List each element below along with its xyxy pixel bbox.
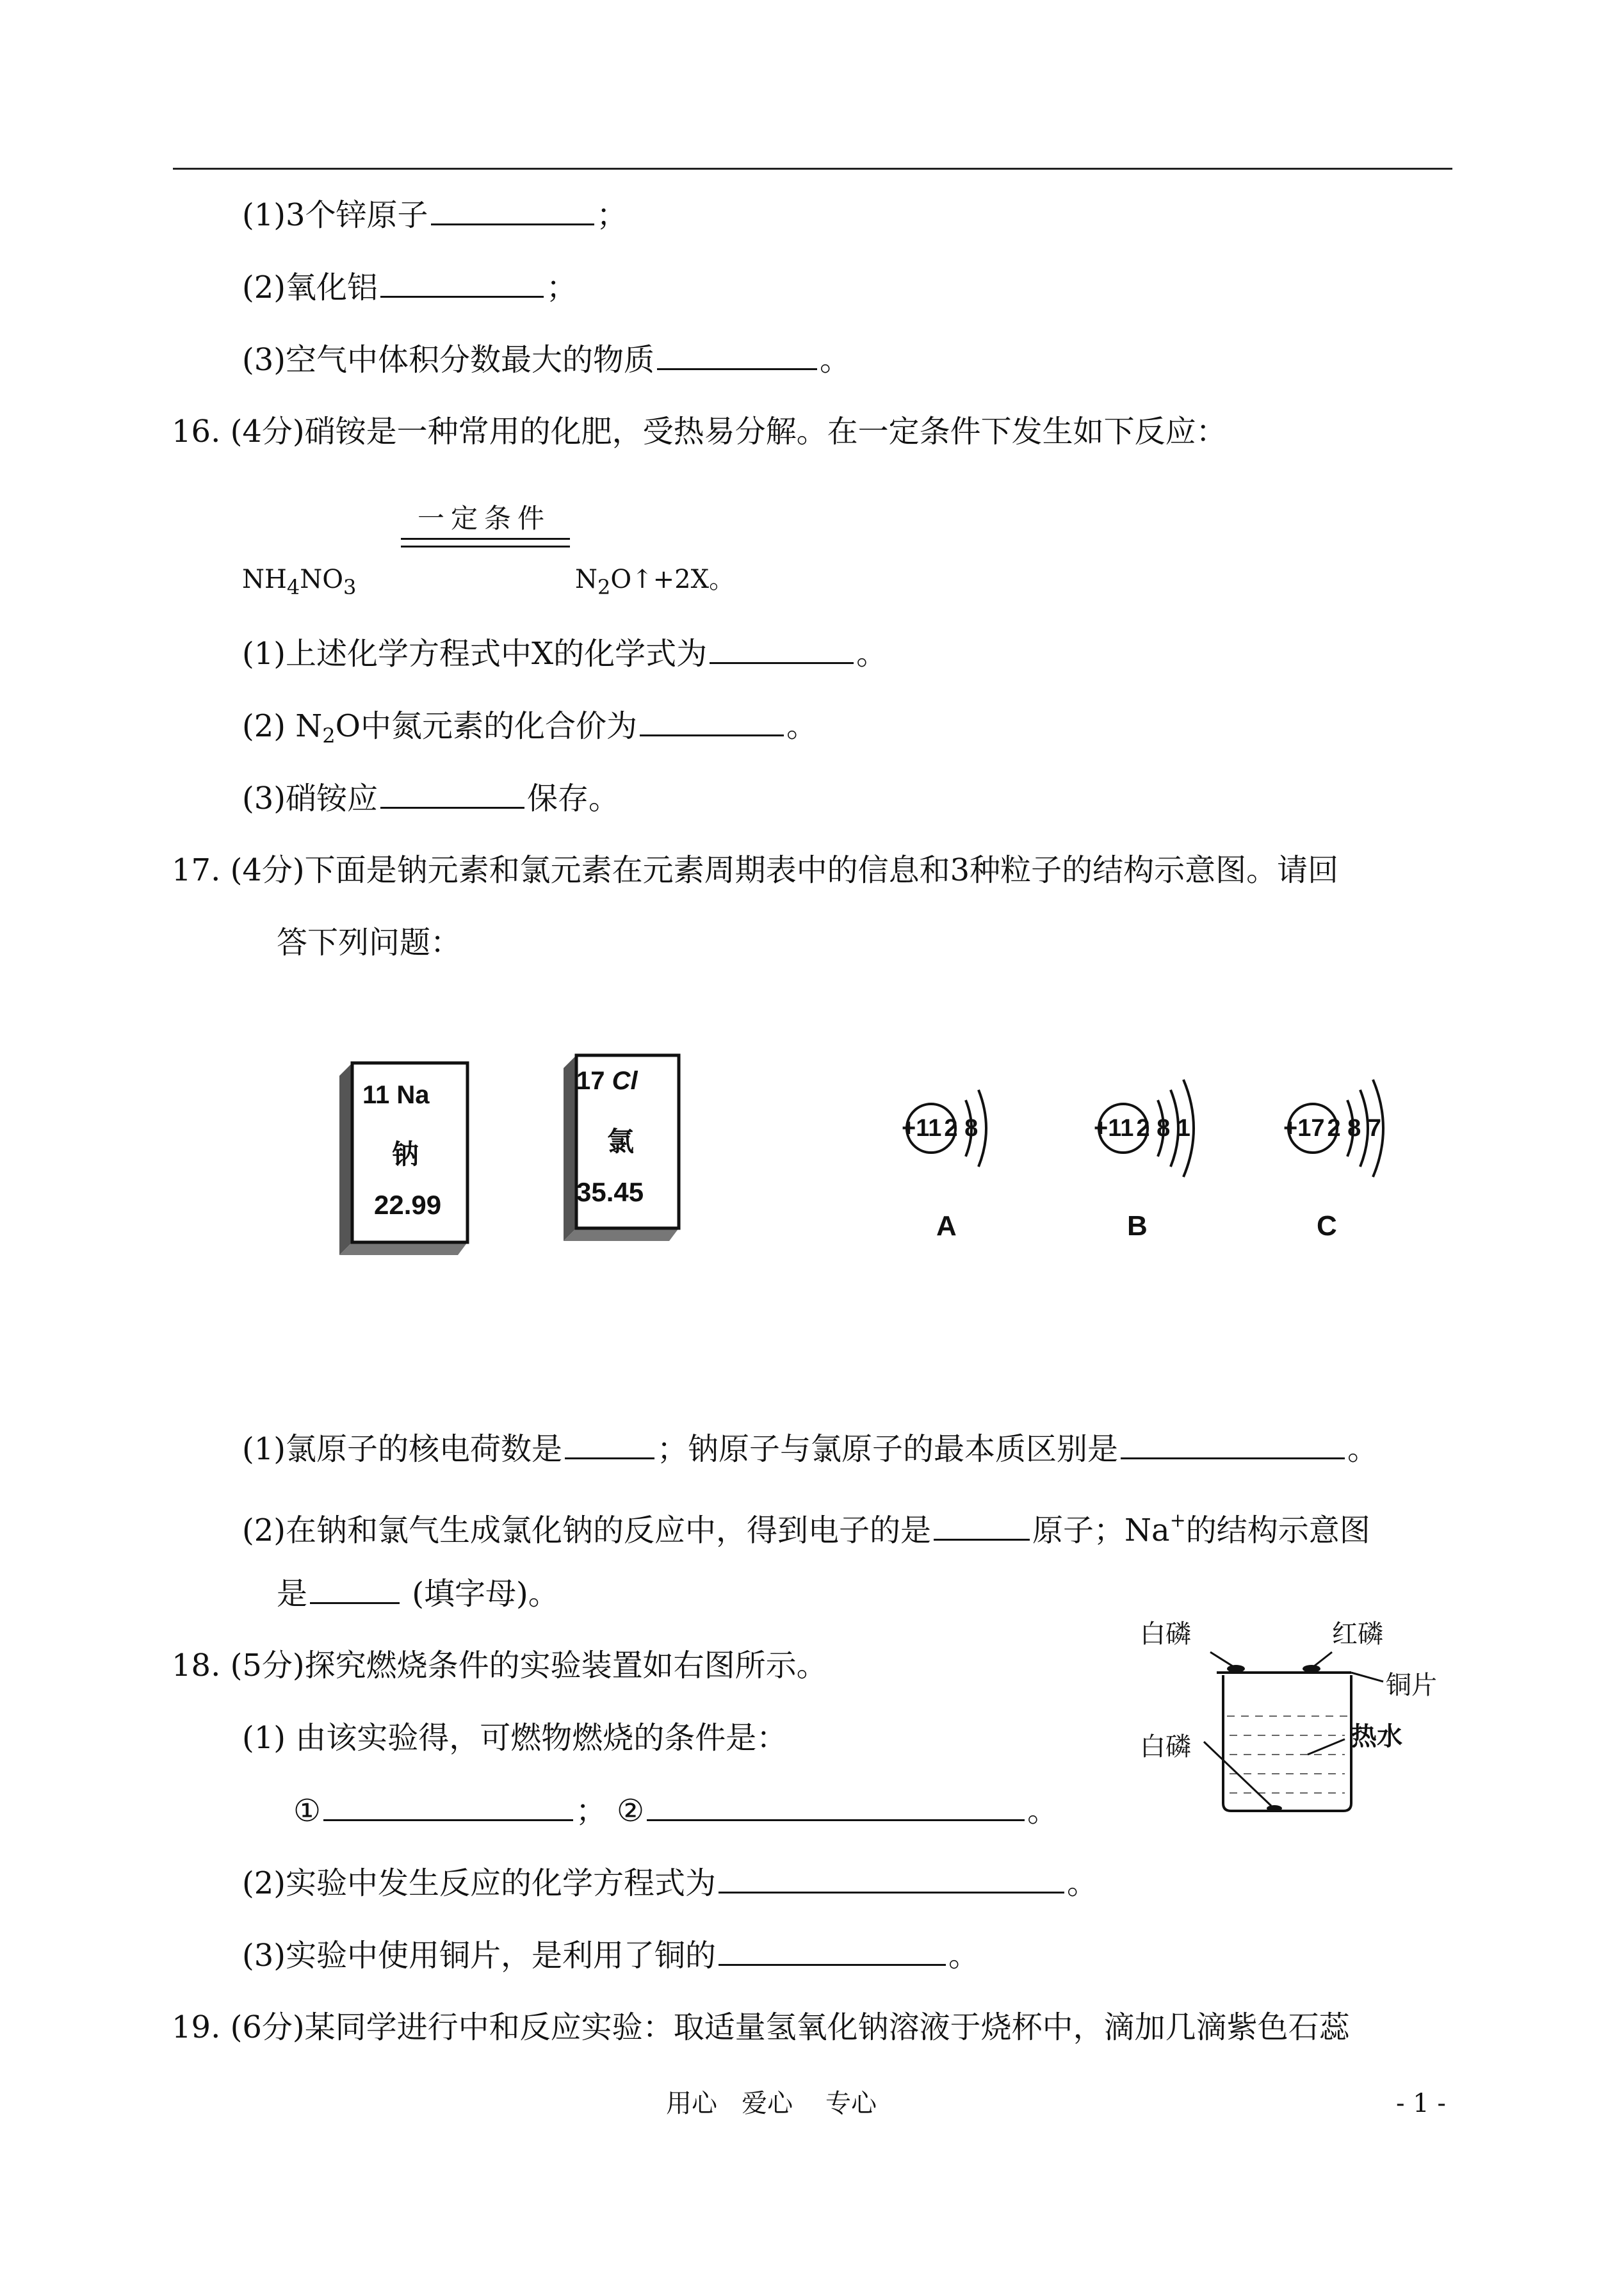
answer-blank[interactable]	[934, 1511, 1030, 1541]
fig-label-white-phosphorus-bottom: 白磷	[1140, 1733, 1191, 1761]
q17-stem-line-1: 17. (4分)下面是钠元素和氯元素在元素周期表中的信息和3种粒子的结构示意图。请回	[172, 852, 1339, 888]
punct: ；	[596, 197, 628, 233]
q15-item-3	[242, 340, 850, 379]
q18-sub-1-answers: ① ； ② 。	[293, 1791, 1058, 1830]
reactant-formula: $NH_4NO_3$	[242, 565, 357, 599]
beaker	[1217, 1673, 1351, 1811]
q17-stem-line-2: 答下列问题：	[277, 925, 462, 961]
q18-stem: 18. (5分)探究燃烧条件的实验装置如右图所示。	[172, 1648, 827, 1683]
punct: 。	[820, 342, 851, 378]
answer-blank[interactable]	[719, 1936, 946, 1966]
atom-c-text: +17 2 8 7	[1283, 1115, 1381, 1142]
atom-b-label: B	[1127, 1210, 1148, 1242]
answer-blank[interactable]	[380, 779, 524, 809]
answer-blank[interactable]	[657, 340, 817, 370]
answer-blank[interactable]	[323, 1791, 573, 1821]
header-rule	[173, 168, 1452, 170]
atom-a-text: +11 2 8	[902, 1115, 978, 1142]
na-number-symbol: 11 Na	[362, 1081, 430, 1109]
q16-stem: 16. (4分)硝铵是一种常用的化肥，受热易分解。在一定条件下发生如下反应：	[172, 414, 1227, 450]
answer-blank[interactable]	[431, 195, 594, 225]
q19-stem: 19. (6分)某同学进行中和反应实验：取适量氢氧化钠溶液于烧杯中，滴加几滴紫色石蕊	[172, 2009, 1350, 2045]
q18-sub-3: (3)实验中使用铜片，是利用了铜的 。	[242, 1936, 979, 1975]
q16-sub-1: (1)上述化学方程式中X的化学式为 。	[242, 634, 887, 673]
atom-c-label: C	[1317, 1210, 1337, 1242]
answer-blank[interactable]	[565, 1429, 654, 1459]
atom-a-label: A	[936, 1210, 957, 1242]
q16-sub-2: (2) $N_2O$中氮元素的化合价为 。	[242, 706, 817, 755]
fig-label-hot-water: 热水	[1351, 1723, 1402, 1751]
white-phosphorus-top	[1227, 1665, 1245, 1673]
answer-blank[interactable]	[710, 634, 854, 664]
q18-sub-2: (2)实验中发生反应的化学方程式为 。	[242, 1863, 1098, 1902]
equals-line-top	[401, 538, 570, 540]
cl-name: 氯	[607, 1126, 635, 1157]
fig-label-copper-sheet: 铜片	[1386, 1671, 1437, 1699]
q15-item-1-text: (1)3个锌原子	[242, 197, 428, 233]
q15-item-1	[242, 195, 628, 234]
reaction-condition: 一定条件	[418, 503, 551, 534]
product-formula: $N_2O↑+2X$。	[575, 565, 735, 599]
q17-sub-1: (1)氯原子的核电荷数是 ；钠原子与氯原子的最本质区别是 。	[242, 1429, 1378, 1468]
answer-blank[interactable]	[640, 706, 784, 736]
q15-item-3-text: (3)空气中体积分数最大的物质	[242, 342, 654, 378]
q17-sub-2: (2)在钠和氯气生成氯化钠的反应中，得到电子的是 原子；Na+的结构示意图	[242, 1509, 1370, 1548]
cl-mass: 35.45	[576, 1177, 644, 1207]
fig-label-red-phosphorus: 红磷	[1332, 1620, 1383, 1648]
white-phosphorus-bottom	[1267, 1805, 1282, 1812]
na-name: 钠	[392, 1139, 419, 1170]
q15-item-2-text: (2)氧化铝	[242, 270, 378, 305]
answer-blank[interactable]	[310, 1574, 400, 1604]
answer-blank[interactable]	[380, 268, 544, 298]
red-phosphorus	[1303, 1665, 1320, 1673]
na-mass: 22.99	[374, 1190, 442, 1220]
fig-label-white-phosphorus-top: 白磷	[1140, 1620, 1191, 1648]
atom-b-text: +11 2 8 1	[1094, 1115, 1190, 1142]
q15-item-2	[242, 268, 577, 307]
q17-sub-2-line-2: 是 (填字母)。	[277, 1574, 559, 1613]
atom-structure-diagrams	[884, 1050, 1434, 1268]
answer-blank[interactable]	[1121, 1429, 1345, 1459]
punct: ；	[546, 270, 578, 305]
answer-blank[interactable]	[719, 1863, 1064, 1894]
q18-sub-1: (1) 由该实验得，可燃物燃烧的条件是：	[242, 1720, 788, 1756]
answer-blank[interactable]	[647, 1791, 1025, 1821]
page-number: - 1 -	[1396, 2089, 1446, 2118]
footer-slogan: 用心 爱心 专心	[666, 2089, 877, 2118]
equals-line-bottom	[401, 546, 570, 547]
q16-sub-3: (3)硝铵应 保存。	[242, 779, 619, 818]
cl-number-symbol: 17 Cl	[576, 1067, 638, 1095]
